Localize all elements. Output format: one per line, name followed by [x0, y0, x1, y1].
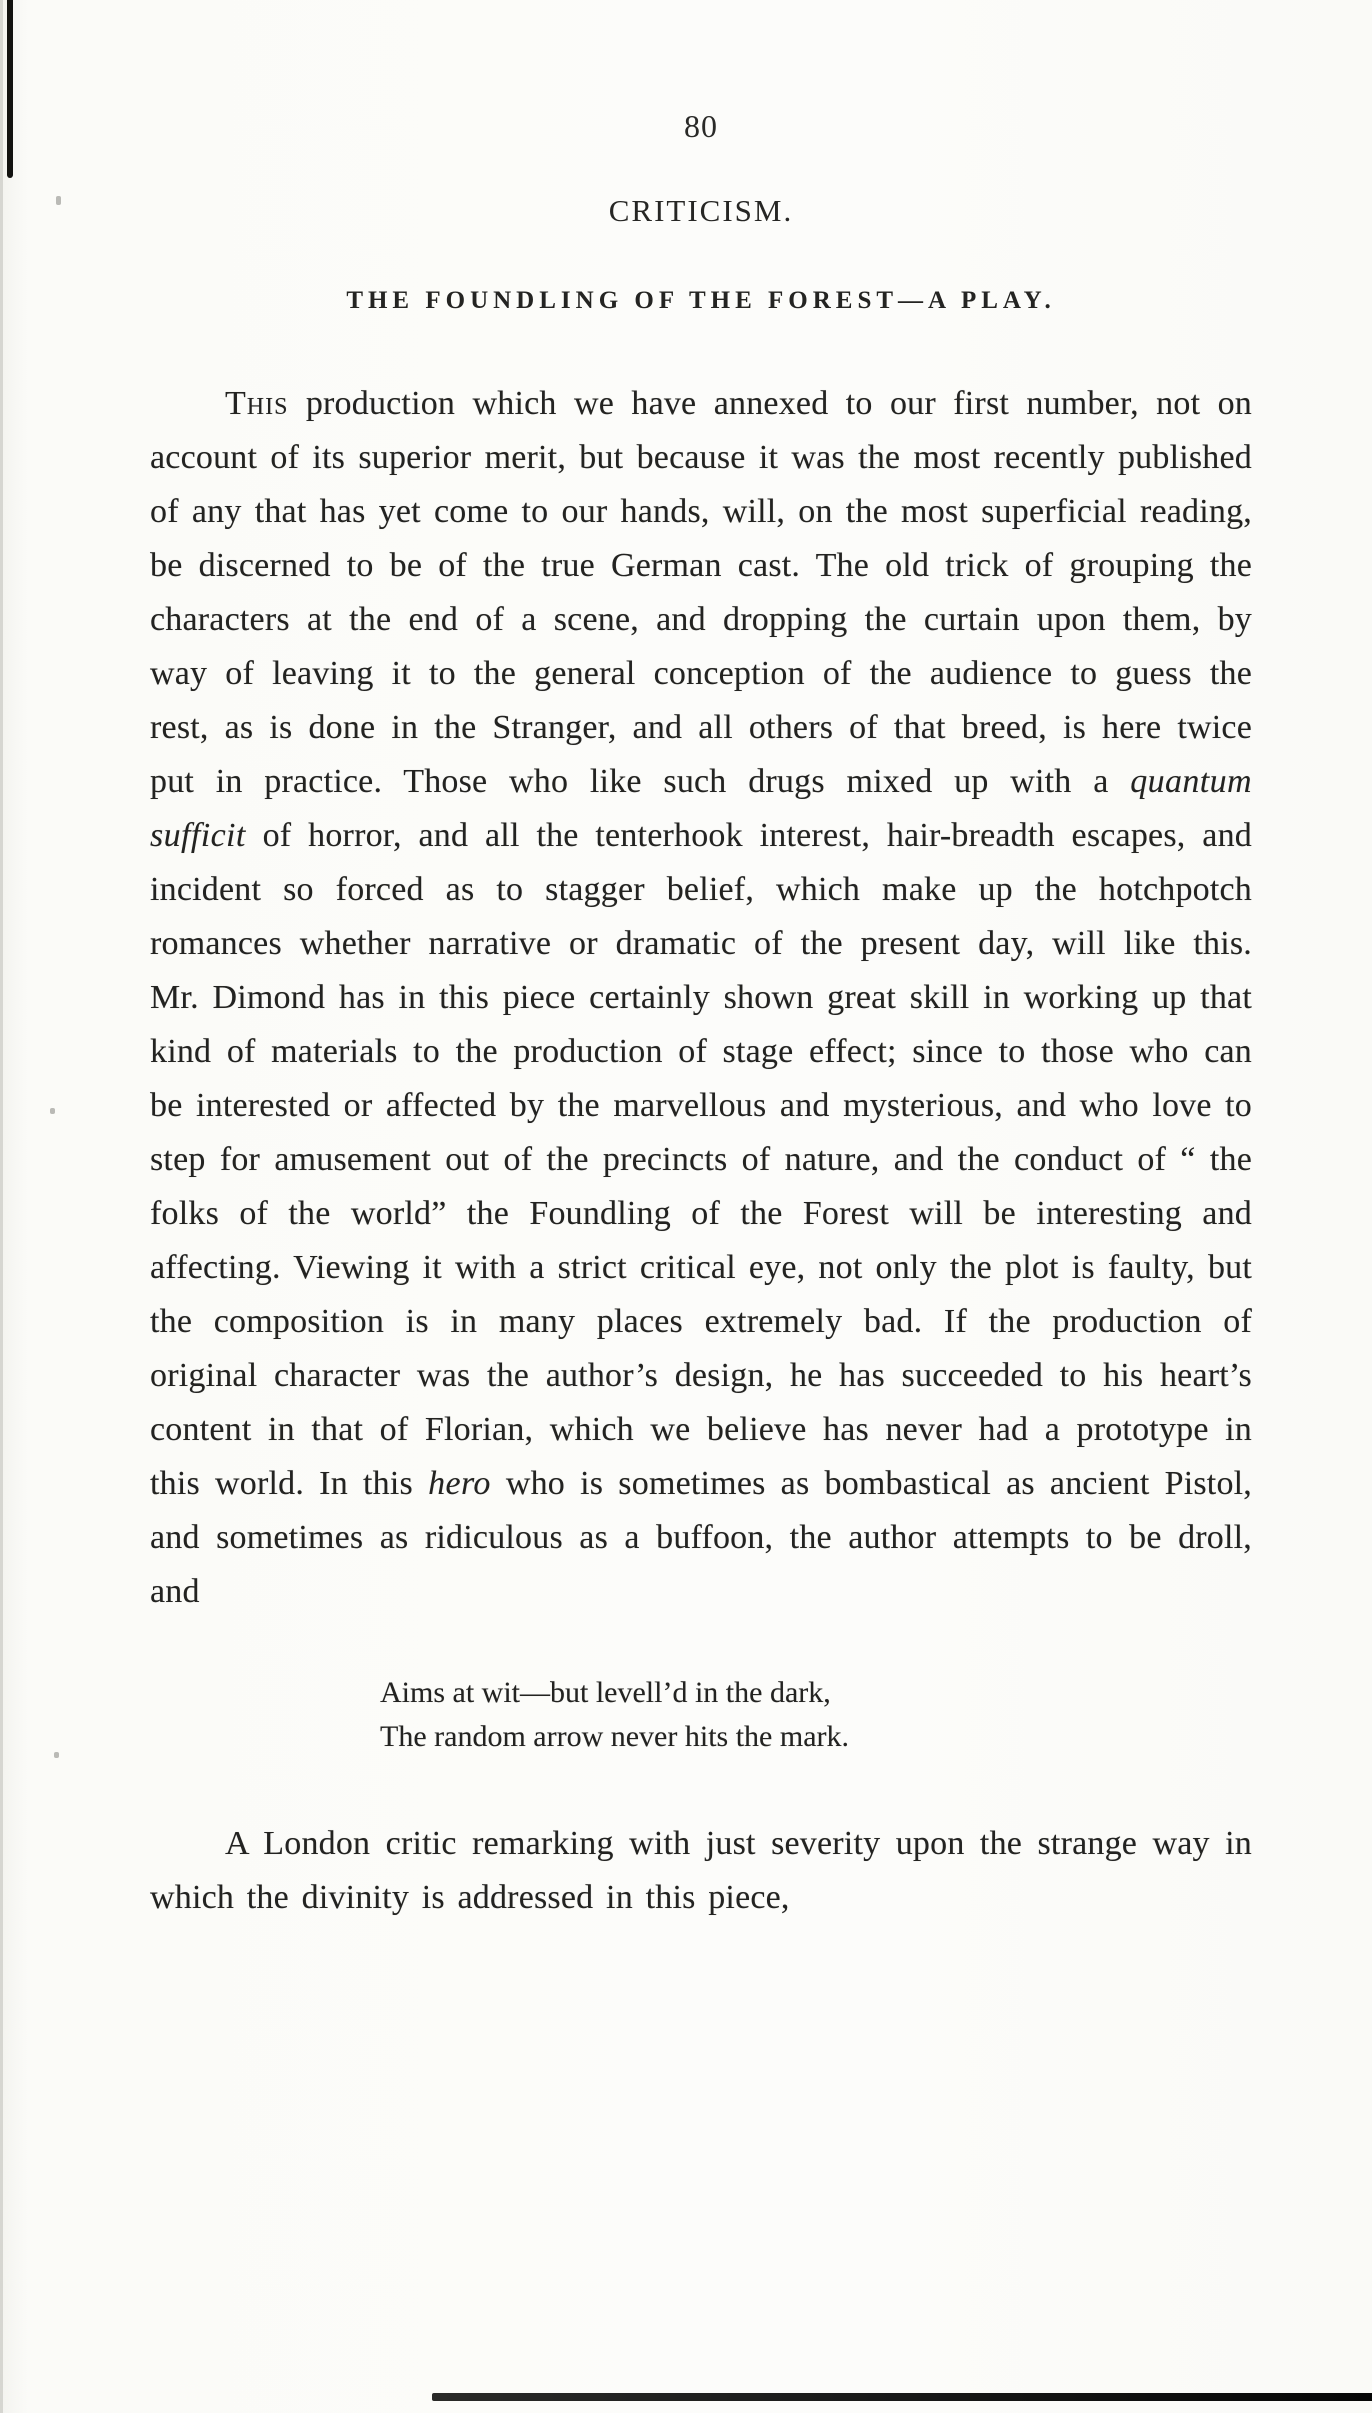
scan-speck	[56, 196, 61, 205]
paragraph-2	[150, 1817, 1252, 1925]
verse-line-1: Aims at wit—but levell’d in the dark,	[380, 1676, 831, 1709]
text-block	[150, 0, 1252, 1925]
text-run-normal: production which we have annexed to our first number, not on account of its superior merit, but because it was the most recently published of any that has yet come to our hands, will, on the most superficial reading, be discerned to be of the true German cast. The old trick of grouping the characters at the end of a scene, and dropping the curtain upon them, by way of leaving it to the general conception of the audience to guess the rest, as is done in the Stranger, and all others of that breed, is here twice put in practice. Those who like such drugs mixed up with a	[150, 385, 1252, 800]
page-number: 80	[684, 108, 718, 144]
section-heading: CRITICISM.	[608, 193, 794, 228]
text-run-italic: hero	[428, 1465, 491, 1502]
text-run-normal: of horror, and all the tenterhook interest, hair-breadth escapes, and incident so forced as to stagger belief, which make up the hotchpotch romances whether narrative or dramatic of the present day, will like this. Mr. Dimond has in this piece certainly shown great skill in working up that kind of materials to the production of stage effect; since to those who can be interested or affected by the marvellous and mysterious, and who love to step for amusement out of the precincts of nature, and the conduct of “ the folks of the world” the Foundling of the Forest will be interesting and affecting. Viewing it with a strict critical eye, not only the plot is faulty, but the composition is in many places extremely bad. If the production of original character was the author’s design, he has succeeded to his heart’s content in that of Florian, which we believe has never had a prototype in this world. In this	[150, 817, 1252, 1502]
article-title: THE FOUNDLING OF THE FOREST—A PLAY.	[346, 287, 1056, 314]
bottom-scan-line	[432, 2393, 1372, 2401]
binding-ink-mark	[7, 0, 13, 178]
scan-speck	[54, 1752, 59, 1758]
article-body	[150, 377, 1252, 1925]
verse-line-2: The random arrow never hits the mark.	[380, 1720, 849, 1753]
paragraph-1	[150, 377, 1252, 1619]
scan-speck	[50, 1108, 55, 1114]
text-run-smallcaps: This	[225, 385, 289, 422]
verse-quotation	[380, 1671, 1252, 1759]
text-run-italic: quantum sufficit	[150, 763, 1252, 854]
page-left-edge-shadow	[0, 0, 3, 2413]
text-run-normal: A London critic remarking with just severity upon the strange way in which the divinity is addressed in this piece,	[150, 1825, 1252, 1916]
text-run-normal: who is sometimes as bombastical as ancient Pistol, and sometimes as ridiculous as a buffoon, the author attempts to be droll, and	[150, 1465, 1252, 1610]
